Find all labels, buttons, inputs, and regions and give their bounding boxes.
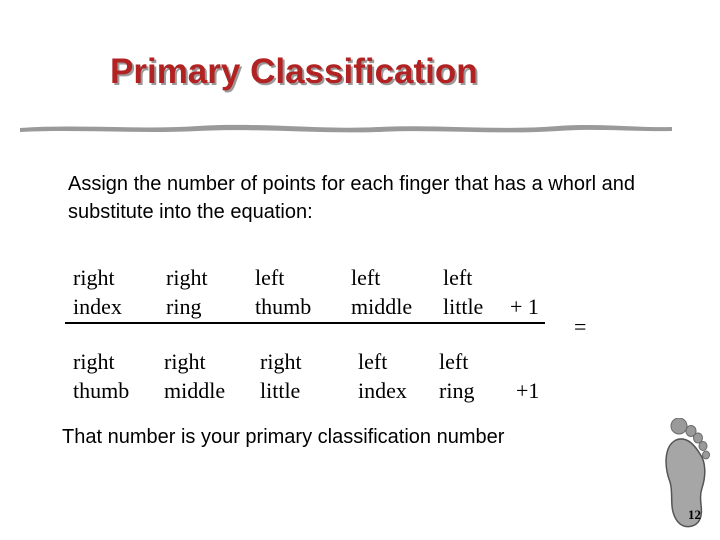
denominator-term: right thumb xyxy=(73,349,130,403)
denominator-plus-one: +1 xyxy=(516,378,540,403)
numerator-term: left middle xyxy=(351,265,413,319)
denominator-term: left index xyxy=(358,349,407,403)
numerator-term: right index xyxy=(73,265,122,319)
numerator-plus-one: + 1 xyxy=(510,294,539,319)
decorative-rule xyxy=(18,118,674,136)
conclusion-text: That number is your primary classification number xyxy=(62,426,505,448)
denominator-term: right little xyxy=(260,349,302,403)
denominator-term: right middle xyxy=(164,349,226,403)
intro-text: Assign the number of points for each finger that has a whorl and substitute into the equation: xyxy=(68,173,636,223)
numerator-term: right ring xyxy=(166,265,208,319)
footprint-icon xyxy=(660,418,712,530)
denominator-term: left ring xyxy=(439,349,475,403)
numerator-term: left thumb xyxy=(255,265,312,319)
fraction-bar xyxy=(65,322,545,324)
numerator-term: left little xyxy=(443,265,484,319)
slide-title: Primary Classification xyxy=(110,52,478,91)
equals-sign: = xyxy=(574,314,587,339)
page-number: 12 xyxy=(688,507,701,522)
